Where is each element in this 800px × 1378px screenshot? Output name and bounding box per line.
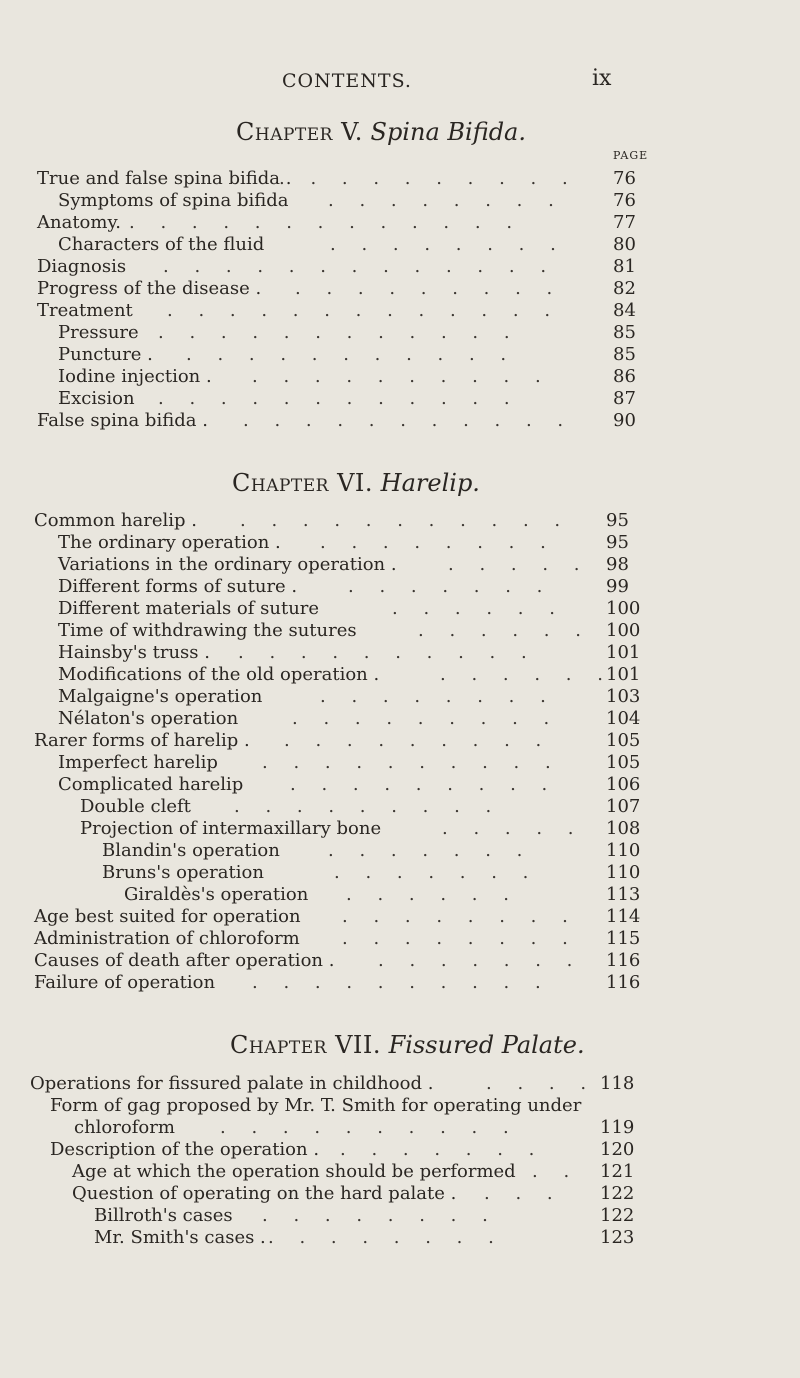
entry-text: Puncture . <box>58 344 153 365</box>
entry-page: 101 <box>606 664 641 685</box>
entry-page: 77 <box>613 212 636 233</box>
entry-text: Anatomy. <box>37 212 121 233</box>
entry-text: Complicated harelip <box>58 774 244 795</box>
leader-dots: . . . . . . . . <box>342 928 578 949</box>
leader-dots: . . . . . . . <box>334 862 539 883</box>
entry-text: Question of operating on the hard palate . <box>72 1183 457 1204</box>
entry-page: 85 <box>613 322 636 343</box>
entry-text: Operations for fissured palate in childhood . <box>30 1073 434 1094</box>
entry-page: 122 <box>600 1205 635 1226</box>
leader-dots: . . . . . . . . . . . . . <box>163 256 557 277</box>
leader-dots: . . . . . . . . . <box>295 278 563 299</box>
leader-dots: . . . . . . . . . . . . . <box>129 212 523 233</box>
entry-text: Description of the operation . <box>50 1139 320 1160</box>
leader-dots: . . . . . . . <box>378 950 583 971</box>
page-number: ix <box>592 66 612 91</box>
leader-dots: . . . . . . . . . <box>234 796 502 817</box>
entry-text: Causes of death after operation . <box>34 950 335 971</box>
entry-page: 100 <box>606 620 641 641</box>
entry-text: Double cleft <box>80 796 191 817</box>
entry-text: Different forms of suture . <box>58 576 298 597</box>
entry-text: Pressure <box>58 322 139 343</box>
leader-dots: . . . . . <box>448 554 590 575</box>
entry-text: Progress of the disease . <box>37 278 262 299</box>
leader-dots: . . . . . . . . <box>268 1227 504 1248</box>
chapter-title: Spina Bifida. <box>370 118 526 146</box>
entry-text: Characters of the fluid <box>58 234 265 255</box>
leader-dots: . . . . . . . . . <box>284 730 552 751</box>
entry-text: Time of withdrawing the sutures <box>58 620 357 641</box>
chapter-label: Chapter VI. <box>232 469 374 497</box>
entry-text: Different materials of suture <box>58 598 320 619</box>
leader-dots: . . . . <box>486 1073 597 1094</box>
entry-text: Modifications of the old operation . <box>58 664 380 685</box>
leader-dots: . . . . . . <box>418 620 591 641</box>
entry-page: 81 <box>613 256 636 277</box>
entry-page: 116 <box>606 950 641 971</box>
entry-page: 121 <box>600 1161 635 1182</box>
leader-dots: . . . . . . <box>346 884 519 905</box>
leader-dots: . . . . . . . . . . <box>279 168 578 189</box>
leader-dots: . . . . . . . . . . . <box>186 344 517 365</box>
leader-dots: . . . . . . . <box>340 1139 545 1160</box>
entry-text: The ordinary operation . <box>58 532 281 553</box>
leader-dots: . . . . . . . . . <box>290 774 558 795</box>
entry-page: 110 <box>606 840 641 861</box>
entry-page: 99 <box>606 576 629 597</box>
entry-page: 123 <box>600 1227 635 1248</box>
entry-text: Bruns's operation <box>102 862 264 883</box>
leader-dots: . . . . . . . . . . . . <box>158 322 520 343</box>
entry-page: 90 <box>613 410 636 431</box>
entry-page: 76 <box>613 190 636 211</box>
leader-dots: . . . . . . . . . <box>292 708 560 729</box>
leader-dots: . . . . . . . . <box>320 532 556 553</box>
chapter-heading <box>236 118 526 146</box>
leader-dots: . . . . . . . <box>348 576 553 597</box>
leader-dots: . . . . . . <box>440 664 613 685</box>
running-title: CONTENTS. <box>282 70 412 92</box>
entry-page: 107 <box>606 796 641 817</box>
leader-dots: . . . . . . . . . . <box>252 366 551 387</box>
entry-page: 98 <box>606 554 629 575</box>
entry-text: Treatment <box>37 300 133 321</box>
entry-text: Malgaigne's operation <box>58 686 263 707</box>
entry-text: Diagnosis <box>37 256 127 277</box>
entry-text: Hainsby's truss . <box>58 642 210 663</box>
chapter-title: Harelip. <box>380 469 480 497</box>
entry-page: 122 <box>600 1183 635 1204</box>
entry-text: False spina bifida . <box>37 410 208 431</box>
entry-page: 100 <box>606 598 641 619</box>
entry-page: 82 <box>613 278 636 299</box>
leader-dots: . . . . . . . . . . . . <box>158 388 520 409</box>
entry-page: 106 <box>606 774 641 795</box>
entry-page: 113 <box>606 884 641 905</box>
entry-page: 105 <box>606 730 641 751</box>
leader-dots: . . . . . . . . <box>320 686 556 707</box>
entry-page: 85 <box>613 344 636 365</box>
entry-text: Administration of chloroform <box>34 928 300 949</box>
entry-page: 110 <box>606 862 641 883</box>
entry-text: Imperfect harelip <box>58 752 218 773</box>
entry-text: Iodine injection . <box>58 366 212 387</box>
chapter-title: Fissured Palate. <box>388 1031 585 1059</box>
entry-page: 103 <box>606 686 641 707</box>
leader-dots: . . . . . . . . <box>262 1205 498 1226</box>
leader-dots: . . . . . . . <box>328 840 533 861</box>
entry-text: Variations in the ordinary operation . <box>58 554 397 575</box>
entry-text: Nélaton's operation <box>58 708 239 729</box>
leader-dots: . . . <box>484 1183 563 1204</box>
entry-text: Mr. Smith's cases . <box>94 1227 266 1248</box>
entry-text: Excision <box>58 388 135 409</box>
leader-dots: . . . . . . <box>392 598 565 619</box>
leader-dots: . . . . . . . . . . <box>262 752 561 773</box>
entry-text: Projection of intermaxillary bone <box>80 818 382 839</box>
entry-text: Rarer forms of harelip . <box>34 730 250 751</box>
leader-dots: . . . . . . . . . . <box>220 1117 519 1138</box>
entry-page: 115 <box>606 928 641 949</box>
entry-text: Common harelip . <box>34 510 197 531</box>
entry-page: 116 <box>606 972 641 993</box>
entry-text: Age best suited for operation <box>34 906 301 927</box>
entry-page: 87 <box>613 388 636 409</box>
leader-dots: . . . . . <box>442 818 584 839</box>
entry-text: chloroform <box>74 1117 175 1138</box>
entry-page: 80 <box>613 234 636 255</box>
entry-text: Age at which the operation should be performed <box>72 1161 516 1182</box>
leader-dots: . . . . . . . . <box>328 190 564 211</box>
entry-text: Billroth's cases <box>94 1205 233 1226</box>
entry-page: 120 <box>600 1139 635 1160</box>
leader-dots: . . . . . . . . <box>330 234 566 255</box>
entry-text: Blandin's operation <box>102 840 280 861</box>
leader-dots: . . . . . . . . . . . <box>240 510 571 531</box>
entry-page: 104 <box>606 708 641 729</box>
entry-page: 86 <box>613 366 636 387</box>
chapter-label: Chapter V. <box>236 118 363 146</box>
entry-page: 118 <box>600 1073 635 1094</box>
leader-dots: . . . . . . . . . . . <box>243 410 574 431</box>
entry-page: 105 <box>606 752 641 773</box>
entry-text: Giraldès's operation <box>124 884 309 905</box>
chapter-heading <box>230 1031 585 1059</box>
entry-page: 84 <box>613 300 636 321</box>
leader-dots: . . <box>532 1161 580 1182</box>
chapter-label: Chapter VII. <box>230 1031 382 1059</box>
leader-dots: . . . . . . . . . . . . . <box>167 300 561 321</box>
entry-text: Form of gag proposed by Mr. T. Smith for operating under <box>50 1095 582 1116</box>
entry-page: 119 <box>600 1117 635 1138</box>
entry-page: 95 <box>606 510 629 531</box>
entry-text: Symptoms of spina bifida <box>58 190 289 211</box>
entry-page: 108 <box>606 818 641 839</box>
entry-text: Failure of operation <box>34 972 216 993</box>
page-column-label: PAGE <box>613 149 649 162</box>
entry-text: True and false spina bifida . <box>37 168 292 189</box>
entry-page: 76 <box>613 168 636 189</box>
running-head <box>0 66 800 96</box>
leader-dots: . . . . . . . . <box>342 906 578 927</box>
leader-dots: . . . . . . . . . . <box>252 972 551 993</box>
entry-page: 95 <box>606 532 629 553</box>
leader-dots: . . . . . . . . . . <box>238 642 537 663</box>
entry-page: 101 <box>606 642 641 663</box>
chapter-heading <box>232 469 480 497</box>
entry-page: 114 <box>606 906 641 927</box>
